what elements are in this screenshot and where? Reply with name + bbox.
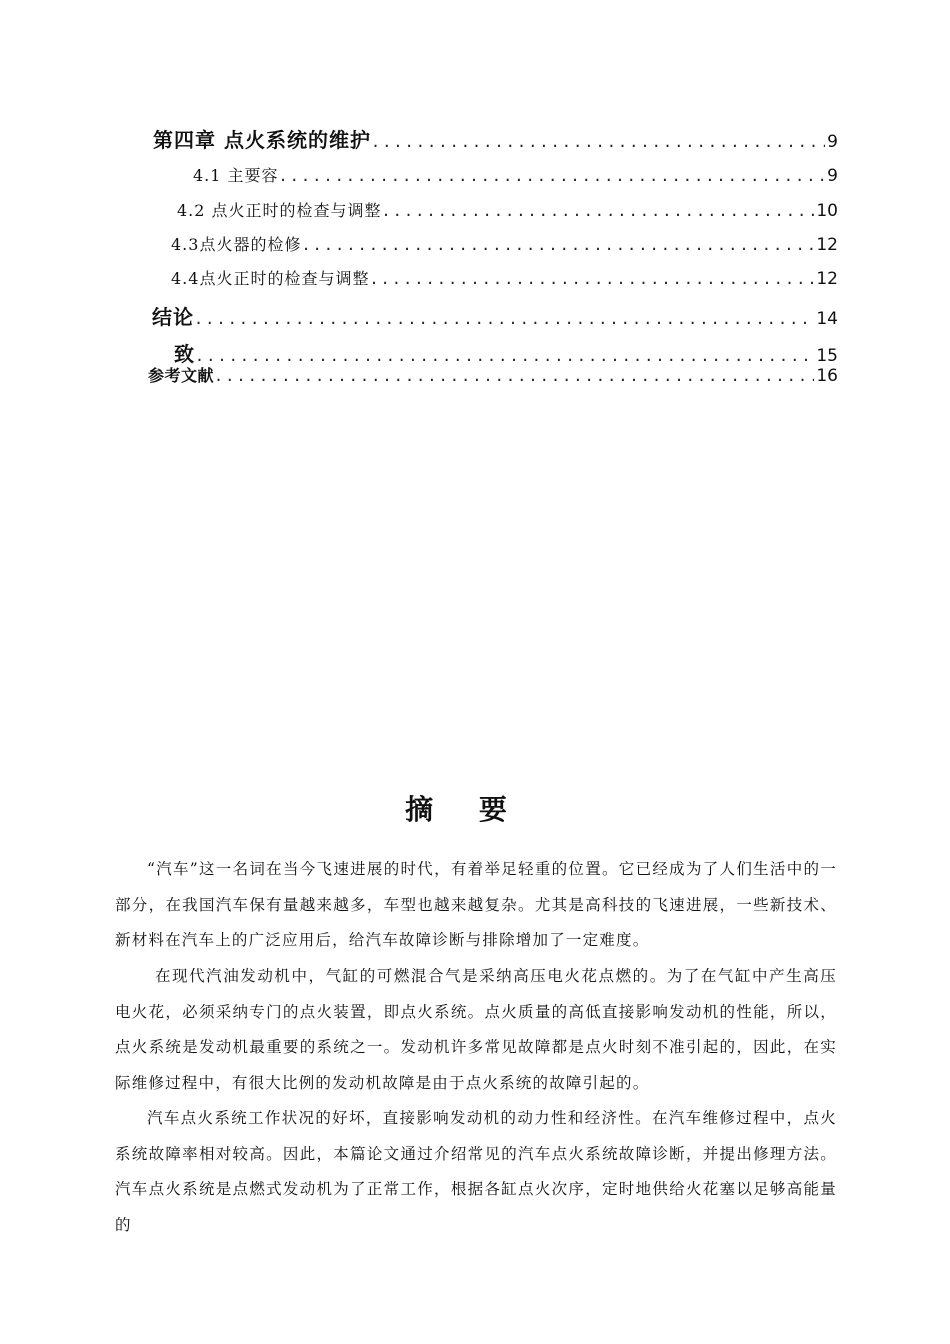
toc-leader-dots: [301, 236, 814, 254]
toc-entry-title: 4.1 主要容: [193, 166, 279, 185]
toc-leader-dots: [382, 202, 815, 220]
toc-entry-page: 12: [816, 235, 838, 255]
toc-entry[interactable]: [171, 266, 838, 289]
abstract-paragraph: “汽车”这一名词在当今飞速进展的时代，有着举足轻重的位置。它已经成为了人们生活中的一部分，在我国汽车保有量越来越多，车型也越来越复杂。尤其是高科技的飞速进展，一些新技术、新材料在汽车上的广泛应用后，给汽车故障诊断与排除增加了一定难度。: [115, 860, 837, 949]
toc-entry-title: 结论: [152, 305, 194, 329]
toc-entry-title: 4.4点火正时的检查与调整: [171, 269, 370, 288]
toc-leader-dots: [369, 270, 814, 288]
toc-entry-page: 9: [827, 132, 838, 152]
toc-entry-page: 16: [816, 366, 838, 386]
toc-entry-page: 9: [827, 166, 838, 186]
toc-entry[interactable]: [148, 363, 838, 386]
toc-entry[interactable]: [193, 163, 838, 186]
toc-entry-title: 4.3点火器的检修: [171, 235, 302, 254]
toc-entry-page: 14: [816, 309, 838, 329]
toc-leader-dots: [371, 133, 825, 151]
abstract-paragraph: 在现代汽油发动机中，气缸的可燃混合气是采纳高压电火花点燃的。为了在气缸中产生高压电火花，必须采纳专门的点火装置，即点火系统。点火质量的高低直接影响发动机的性能，所以，点火系统是发动机最重要的系统之一。发动机许多常见故障都是点火时刻不准引起的，因此，在实际维修过程中，有很大比例的发动机故障是由于点火系统的故障引起的。: [115, 967, 837, 1092]
toc-entry[interactable]: [153, 124, 838, 153]
toc-entry-title: 致: [174, 342, 195, 366]
toc-leader-dots: [194, 310, 814, 328]
toc-entry-page: 10: [816, 201, 838, 221]
toc-entry[interactable]: [171, 232, 838, 255]
toc-entry-title: 第四章 点火系统的维护: [153, 128, 371, 152]
toc-entry-title: 参考文献: [148, 366, 215, 385]
abstract-paragraph: 汽车点火系统工作状况的好坏，直接影响发动机的动力性和经济性。在汽车维修过程中，点火系统故障率相对较高。因此，本篇论文通过介绍常见的汽车点火系统故障诊断，并提出修理方法。汽车点火系统是点燃式发动机为了正常工作，根据各缸点火次序，定时地供给火花塞以足够高能量的: [115, 1109, 837, 1234]
toc-leader-dots: [279, 167, 826, 185]
abstract-heading: 摘 要: [405, 793, 525, 826]
toc-entry-page: 15: [816, 346, 838, 366]
toc-entry[interactable]: [152, 301, 838, 330]
toc-entry-title: 4.2 点火正时的检查与调整: [177, 201, 382, 220]
toc-leader-dots: [214, 367, 814, 385]
toc-entry-page: 12: [816, 269, 838, 289]
toc-entry[interactable]: [177, 198, 838, 221]
